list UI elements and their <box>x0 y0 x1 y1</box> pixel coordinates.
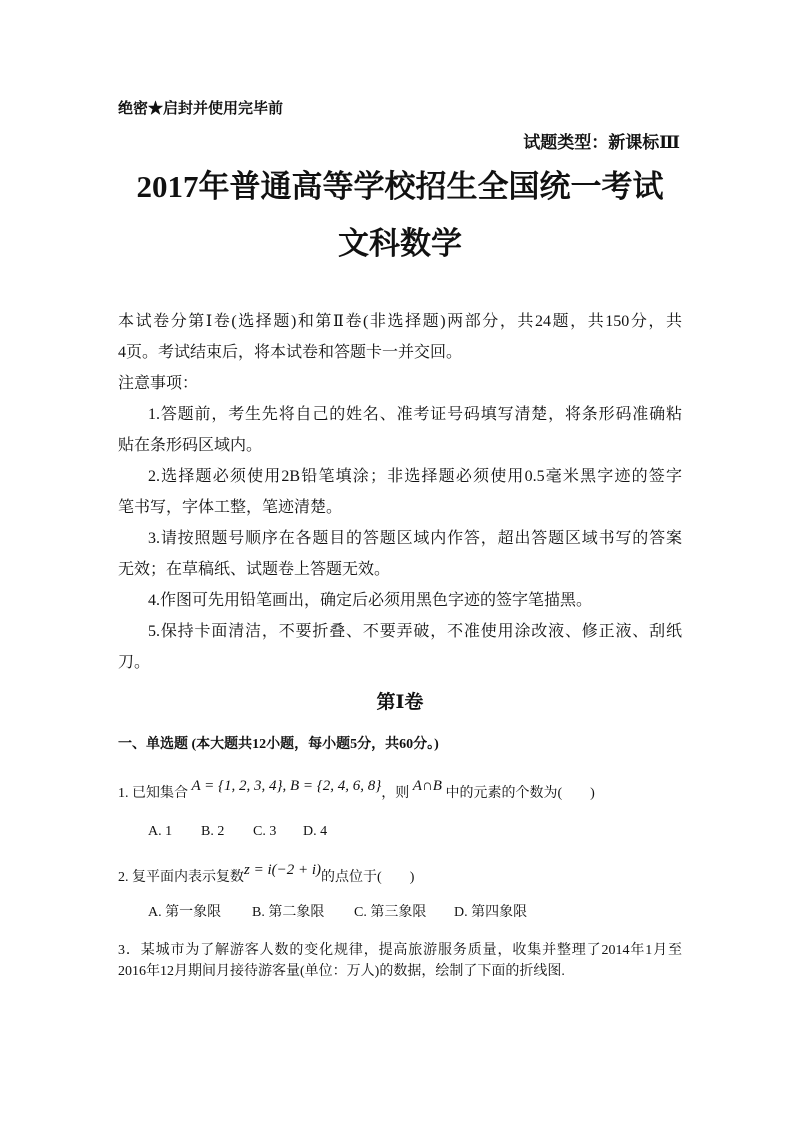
notes-heading: 注意事项： <box>118 375 199 392</box>
option-a[interactable]: A. 第一象限 <box>148 905 222 920</box>
intro-line: 本试卷分第Ⅰ卷(选择题)和第Ⅱ卷(非选择题)两部分，共24题，共150分，共 <box>118 313 682 330</box>
math-formula: A∩B <box>412 778 442 794</box>
note-item: 笔书写，字体工整，笔迹清楚。 <box>118 499 343 516</box>
question-2 <box>118 862 415 885</box>
question-2-options <box>148 906 527 920</box>
option-c[interactable]: C. 3 <box>253 824 277 839</box>
intro-line: 4页。考试结束后，将本试卷和答题卡一并交回。 <box>118 344 463 361</box>
note-item: 5.保持卡面清洁，不要折叠、不要弄破，不准使用涂改液、修正液、刮纸 <box>148 623 682 640</box>
option-d[interactable]: D. 第四象限 <box>454 905 528 920</box>
note-item: 3.请按照题号顺序在各题目的答题区域内作答，超出答题区域书写的答案 <box>148 530 682 547</box>
note-item: 1.答题前，考生先将自己的姓名、准考证号码填写清楚，将条形码准确粘 <box>148 406 682 423</box>
option-a[interactable]: A. 1 <box>148 824 173 839</box>
page-title: 2017年普通高等学校招生全国统一考试 <box>136 169 664 204</box>
question-1 <box>118 778 595 801</box>
math-formula: A = {1, 2, 3, 4}, B = {2, 4, 6, 8} <box>191 778 382 794</box>
exam-type: 试题类型：新课标Ⅲ <box>523 133 680 152</box>
note-item: 无效；在草稿纸、试题卷上答题无效。 <box>118 561 391 578</box>
option-b[interactable]: B. 第二象限 <box>252 905 325 920</box>
part-title: 第Ⅰ卷 <box>376 692 424 713</box>
question-3-line: 2016年12月期间月接待游客量(单位：万人)的数据，绘制了下面的折线图. <box>118 964 565 979</box>
option-d[interactable]: D. 4 <box>303 824 328 839</box>
question-text: 中的元素的个数为( ) <box>445 786 595 801</box>
confidential-notice: 绝密★启封并使用完毕前 <box>118 101 284 117</box>
note-item: 贴在条形码区域内。 <box>118 437 263 454</box>
question-3-line: 3．某城市为了解游客人数的变化规律，提高旅游服务质量，收集并整理了2014年1月至 <box>118 943 682 958</box>
note-item: 2.选择题必须使用2B铅笔填涂；非选择题必须使用0.5毫米黑字迹的签字 <box>148 468 682 485</box>
page-subtitle: 文科数学 <box>338 226 462 261</box>
question-text: 1. 已知集合 <box>118 786 188 801</box>
question-text: 2. 复平面内表示复数 <box>118 870 244 885</box>
option-b[interactable]: B. 2 <box>201 824 225 839</box>
question-text: 的点位于( ) <box>321 870 415 885</box>
question-1-options <box>148 825 327 839</box>
section-title: 一、单选题 (本大题共12小题，每小题5分，共60分。) <box>118 737 439 752</box>
question-text: ，则 <box>381 786 410 801</box>
option-c[interactable]: C. 第三象限 <box>354 905 427 920</box>
math-formula: z = i(−2 + i) <box>244 862 322 878</box>
note-item: 4.作图可先用铅笔画出，确定后必须用黑色字迹的签字笔描黑。 <box>148 592 593 609</box>
note-item: 刀。 <box>118 654 151 671</box>
